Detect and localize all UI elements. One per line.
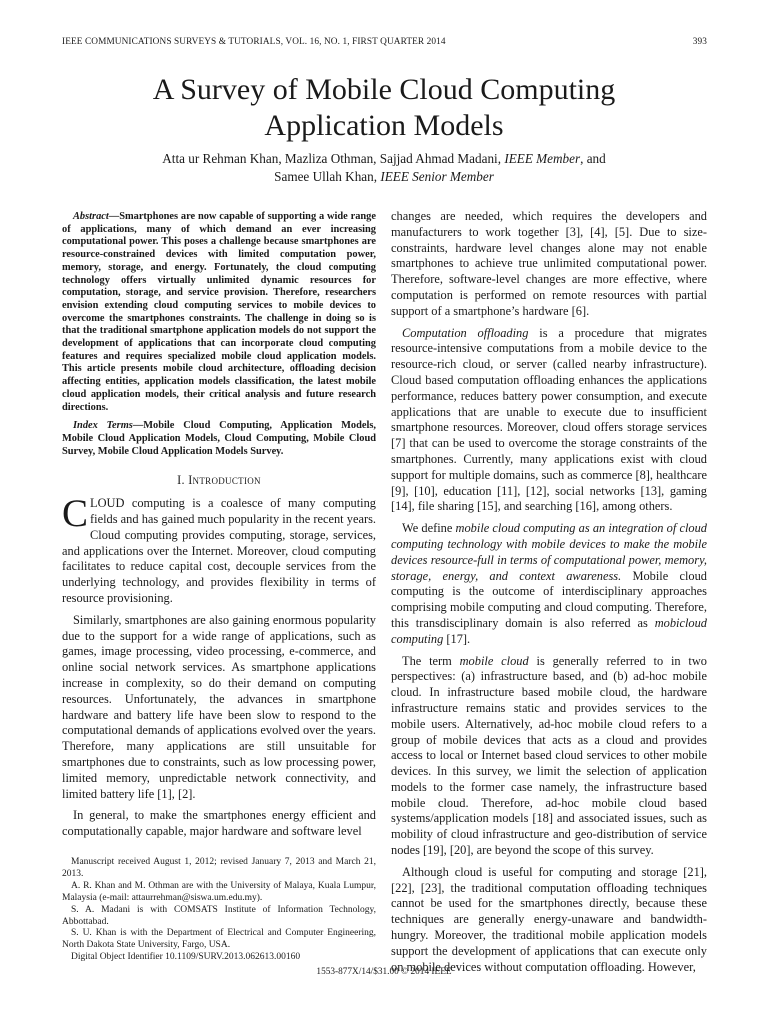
right-paragraph-5: Although cloud is useful for computing and storage [21], [22], [23], the traditional computation offloading techniques cannot be used for the smartphones directly, because these techniques are generally energy-unaware and bandwidth-hungry. Moreover, the traditional mobile application models support the development of applications that can execute only on mobile devices without computation offloading. However, (391, 864, 707, 974)
term-mobicloud: mobicloud computing (391, 615, 707, 646)
right-paragraph-4-text: is generally referred to in two perspectives: (a) infrastructure based, and (b) ad-hoc mobile cloud. In infrastructure based mobile cloud, the hardware infrastructure remains static and provides services to the mobile users. Alternatively, ad-hoc mobile cloud refers to a group of mobile devices that acts as a cloud and provides access to local or Internet based cloud services to other mobile devices. In this survey, we limit the selection of application models to the former case namely, the infrastructure based mobile cloud. Therefore, ad-hoc mobile cloud based systems/application models [18] and associated issues, such as mobility of cloud infrastructure and geo-distribution of service nodes [19], [20], are beyond the scope of this survey. (391, 653, 707, 858)
author-role-senior: IEEE Senior Member (380, 169, 494, 184)
drop-cap-word: LOUD (90, 496, 125, 511)
left-column (62, 211, 376, 846)
footnote-affiliation-2: S. A. Madani is with COMSATS Institute of Information Technology, Abbottabad. (62, 904, 376, 927)
index-terms-text: Mobile Cloud Computing, Application Models, Mobile Cloud Application Models, Cloud Computing, Mobile Cloud Survey, Mobile Cloud Application Models Survey. (62, 420, 376, 457)
title-line-2: Application Models (264, 109, 504, 142)
footnote-received: Manuscript received August 1, 2012; revised January 7, 2013 and March 21, 2013. (62, 857, 376, 879)
abstract-dash: — (108, 211, 120, 222)
intro-paragraph-1 (62, 492, 376, 607)
authors-line-1: Atta ur Rehman Khan, Mazliza Othman, Sajjad Ahmad Madani, (162, 151, 505, 166)
intro-paragraph-2: Similarly, smartphones are also gaining enormous popularity due to the support for a wide range of applications, such as games, image processing, video processing, e-commerce, and online social network services. As smartphone applications increase in complexity, so do their demand on computing resources. Unfortunately, the advances in smartphone hardware and battery life have been slow to respond to the computational demands of applications evolved over the years. Therefore, many applications are still unsuitable for smartphones due to constraints, such as low processing power, limited memory, unpredictable network connectivity, and limited battery life [1], [2]. (62, 612, 376, 801)
author-list (80, 150, 688, 186)
authors-line-2: Samee Ullah Khan, (274, 169, 381, 184)
footnotes (62, 857, 376, 964)
term-mobile-cloud: mobile cloud (459, 653, 529, 668)
right-paragraph-4-pre: The term (402, 653, 460, 668)
right-column (391, 209, 707, 981)
footnote-affiliation-1: A. R. Khan and M. Othman are with the University of Malaya, Kuala Lumpur, Malaysia (e-mail: attaurrehman@siswa.um.edu.my). (62, 880, 376, 903)
right-paragraph-3-pre: We define (402, 521, 456, 536)
abstract-text: Smartphones are now capable of supporting a wide range of applications, many of which demand an ever increasing computational power. This poses a challenge because smartphones are resource-constrained devices with limited computation power, memory, storage, and energy. Fortunately, the cloud computing technology offers virtually unlimited dynamic resources for computation, storage, and service provision. Therefore, researchers envision extending cloud computing services to mobile devices to overcome the smartphones constraints. The challenge in doing so is that the traditional smartphone application models do not support the development of applications that can incorporate cloud computing features and requires specialized mobile cloud application models. This article presents mobile cloud architecture, offloading decision affecting entities, application models classification, the latest mobile cloud application models, their critical analysis and future research directions. (62, 211, 376, 413)
right-paragraph-3-mid: Mobile cloud computing is the outcome of interdisciplinary approaches comprising mobile computing and cloud computing. Therefore, this transdisciplinary domain is also referred as (391, 568, 707, 630)
index-terms-label: Index Terms (73, 420, 133, 432)
author-role-member: IEEE Member (504, 151, 581, 166)
index-terms-dash: — (132, 420, 144, 432)
footnote-affiliation-3: S. U. Khan is with the Department of Electrical and Computer Engineering, North Dakota State University, Fargo, USA. (62, 928, 376, 951)
section-title: Introduction (188, 473, 261, 488)
intro-paragraph-3: In general, to make the smartphones energy efficient and computationally capable, major hardware and software level (62, 808, 376, 839)
right-paragraph-3-end: [17]. (443, 631, 471, 646)
drop-cap: C (62, 492, 89, 536)
abstract (62, 211, 376, 414)
mcc-definition: mobile cloud computing as an integration of cloud computing technology with mobile devices to make the mobile devices resource-full in terms of computational power, memory, storage, energy, and context awareness. (391, 521, 708, 583)
paper-title (40, 72, 728, 144)
title-line-1: A Survey of Mobile Cloud Computing (152, 73, 616, 106)
section-numeral: I. (177, 473, 189, 488)
intro-paragraph-1-text: computing is a coalesce of many computing fields and has gained much popularity in the recent years. Cloud computing provides computing, storage, services, and applications over the Internet. Moreover, cloud computing facilitates to reduce capital cost, decouple services from the underlying technology, and provides flexibility in terms of resource provisioning. (62, 496, 376, 605)
right-paragraph-1: changes are needed, which requires the developers and manufacturers to work together [3], [4], [5]. Due to size-constraints, hardware level changes alone may not enable smartphones to achieve true unlimited computational power. Therefore, software-level changes are more effective, where computation is performed on remote resources with partial support of a smartphone’s hardware [6]. (391, 209, 707, 318)
index-terms (62, 420, 376, 458)
right-paragraph-2-text: is a procedure that migrates resource-intensive computations from a mobile device to the resource-rich cloud, or server (called nearby infrastructure). Cloud based computation offloading enhances the applications performance, reduces battery power consumption, and execute applications that are unable to execute due to insufficient smartphone resources. Moreover, cloud offers storage services [7] that can be used to overcome the storage constraints of the smartphones. Currently, many applications exist with cloud support for multiple domains, such as commerce [8], healthcare [9], [10], education [11], [12], social networks [13], gaming [14], file sharing [15], and searching [16], among others. (391, 325, 707, 514)
page-number: 393 (692, 37, 707, 47)
right-paragraph-2 (391, 326, 707, 516)
section-heading-introduction (62, 473, 376, 489)
right-paragraph-4 (391, 654, 707, 859)
footnote-doi: Digital Object Identifier 10.1109/SURV.2013.062613.00160 (71, 952, 301, 963)
term-computation-offloading: Computation offloading (402, 325, 529, 340)
abstract-label: Abstract (73, 211, 109, 222)
journal-name: IEEE COMMUNICATIONS SURVEYS & TUTORIALS, VOL. 16, NO. 1, FIRST QUARTER 2014 (62, 37, 446, 47)
copyright-footer: 1553-877X/14/$31.00 © 2014 IEEE (316, 967, 452, 977)
right-paragraph-3 (391, 521, 707, 647)
authors-line-1-end: , and (580, 151, 606, 166)
